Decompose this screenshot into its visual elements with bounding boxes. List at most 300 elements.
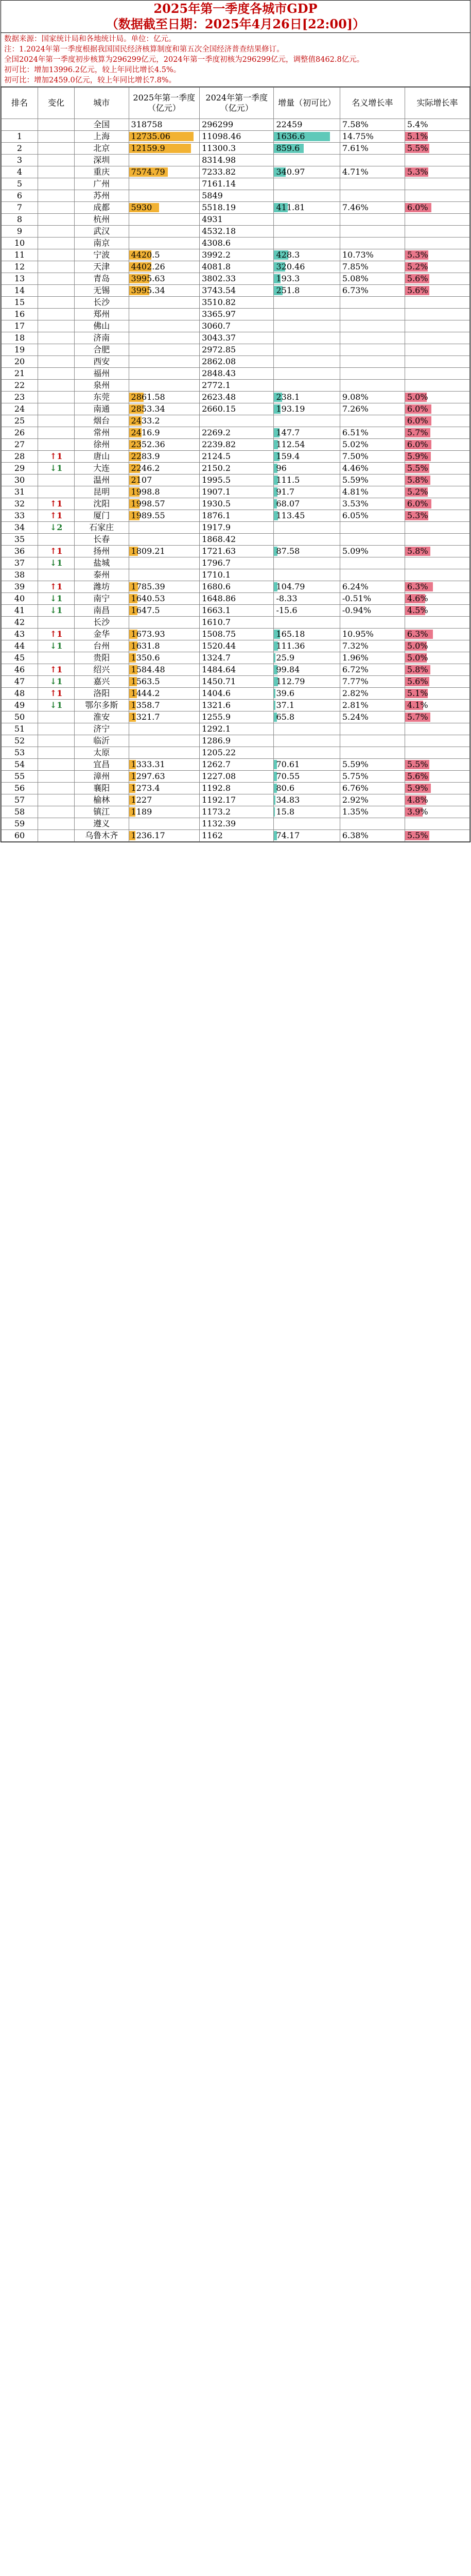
cell-city — [75, 783, 129, 794]
table-row — [2, 285, 470, 297]
cell-rank — [2, 510, 38, 522]
cell-city — [75, 474, 129, 486]
cell-nominal-text: 5.02% — [342, 439, 369, 449]
cell-gdp2025 — [129, 131, 200, 143]
cell-change — [38, 155, 75, 166]
cell-increase — [274, 522, 340, 534]
total-rank — [2, 119, 38, 131]
cell-gdp2025 — [129, 403, 200, 415]
cell-change — [38, 143, 75, 155]
cell-gdp2025-text: 1989.55 — [131, 511, 165, 520]
cell-increase — [274, 629, 340, 640]
cell-gdp2025 — [129, 546, 200, 557]
table-row — [2, 783, 470, 794]
cell-city-text: 宁波 — [93, 250, 110, 260]
cell-nominal-text: 6.38% — [342, 831, 369, 840]
col-header-rank: 排名 — [2, 88, 38, 119]
cell-rank-text: 48 — [14, 688, 25, 698]
cell-gdp2025 — [129, 226, 200, 238]
cell-increase — [274, 427, 340, 439]
note-line: 初可比：增加2459.0亿元，较上年同比增长7.8%。 — [4, 76, 177, 84]
cell-nominal-text: 2.92% — [342, 795, 369, 805]
cell-rank — [2, 605, 38, 617]
cell-gdp2025 — [129, 238, 200, 249]
cell-nominal — [340, 700, 405, 711]
cell-real — [405, 249, 469, 261]
cell-gdp2024-text: 2623.48 — [202, 392, 236, 402]
cell-city — [75, 356, 129, 368]
cell-gdp2025 — [129, 474, 200, 486]
cell-rank-text: 58 — [14, 807, 25, 817]
cell-gdp2025 — [129, 581, 200, 593]
cell-gdp2024 — [200, 510, 274, 522]
cell-change — [38, 700, 75, 711]
cell-gdp2024-text: 1876.1 — [202, 511, 231, 520]
cell-change-text: ↑1 — [49, 629, 63, 639]
cell-change — [38, 711, 75, 723]
cell-nominal-text: -0.51% — [342, 594, 372, 603]
cell-rank — [2, 392, 38, 403]
cell-gdp2024 — [200, 569, 274, 581]
cell-rank-text: 52 — [14, 736, 25, 745]
cell-increase-text: 147.7 — [276, 428, 300, 437]
cell-change-text: ↑1 — [49, 665, 63, 674]
cell-real — [405, 332, 469, 344]
cell-increase — [274, 249, 340, 261]
cell-gdp2025 — [129, 723, 200, 735]
cell-nominal — [340, 155, 405, 166]
cell-gdp2025 — [129, 700, 200, 711]
cell-rank-text: 4 — [16, 167, 23, 177]
cell-real-text: 4.5% — [407, 605, 428, 615]
cell-nominal — [340, 569, 405, 581]
cell-gdp2024 — [200, 190, 274, 202]
cell-gdp2024-text: 1721.63 — [202, 546, 236, 556]
cell-nominal-text: 6.73% — [342, 285, 369, 295]
cell-gdp2024-text: 1192.8 — [202, 783, 231, 793]
cell-rank-text: 1 — [16, 131, 23, 141]
cell-real — [405, 143, 469, 155]
cell-change — [38, 652, 75, 664]
cell-increase-text: 65.8 — [276, 712, 295, 722]
cell-gdp2025 — [129, 190, 200, 202]
cell-nominal — [340, 652, 405, 664]
cell-nominal — [340, 332, 405, 344]
cell-change — [38, 285, 75, 297]
cell-city — [75, 747, 129, 759]
cell-real-text: 6.0% — [407, 202, 428, 212]
cell-increase-text: 99.84 — [276, 665, 300, 674]
cell-gdp2025-text: 1998.57 — [131, 499, 165, 509]
cell-nominal — [340, 380, 405, 392]
cell-increase — [274, 155, 340, 166]
cell-gdp2024 — [200, 155, 274, 166]
cell-increase-text: 859.6 — [276, 143, 300, 153]
cell-gdp2025-text: 4420.5 — [131, 250, 160, 260]
cell-rank-text: 13 — [14, 274, 25, 283]
cell-city-text: 长沙 — [93, 297, 110, 307]
cell-real — [405, 344, 469, 356]
cell-gdp2025-text: 2853.34 — [131, 404, 165, 414]
value-fill-bar — [274, 795, 275, 805]
table-row — [2, 249, 470, 261]
cell-rank — [2, 498, 38, 510]
cell-gdp2025-text: 1563.5 — [131, 676, 160, 686]
cell-city — [75, 688, 129, 700]
cell-increase — [274, 273, 340, 285]
cell-increase — [274, 178, 340, 190]
cell-nominal — [340, 581, 405, 593]
cell-change — [38, 486, 75, 498]
cell-city — [75, 380, 129, 392]
cell-increase — [274, 676, 340, 688]
cell-nominal — [340, 522, 405, 534]
cell-increase-text: 320.46 — [276, 262, 305, 272]
cell-rank — [2, 723, 38, 735]
cell-change — [38, 273, 75, 285]
cell-rank-text: 25 — [14, 416, 25, 426]
cell-city — [75, 546, 129, 557]
col-header-gdp2024: 2024年第一季度（亿元） — [200, 88, 274, 119]
table-row — [2, 700, 470, 711]
cell-city — [75, 723, 129, 735]
cell-nominal — [340, 830, 405, 842]
cell-city — [75, 676, 129, 688]
cell-rank-text: 39 — [14, 582, 25, 591]
cell-gdp2024 — [200, 593, 274, 605]
table-row — [2, 155, 470, 166]
cell-gdp2025-text: 4402.26 — [131, 262, 165, 272]
cell-city — [75, 640, 129, 652]
table-row — [2, 605, 470, 617]
cell-increase — [274, 214, 340, 226]
table-row — [2, 794, 470, 806]
cell-city-text: 榆林 — [93, 795, 110, 805]
cell-real — [405, 439, 469, 451]
cell-city-text: 台州 — [93, 641, 110, 651]
cell-gdp2024 — [200, 368, 274, 380]
table-row — [2, 557, 470, 569]
cell-city-text: 深圳 — [93, 155, 110, 165]
table-row — [2, 806, 470, 818]
cell-city-text: 泉州 — [93, 380, 110, 390]
cell-nominal-text: 6.51% — [342, 428, 369, 437]
cell-real-text: 5.5% — [407, 831, 428, 840]
cell-nominal — [340, 320, 405, 332]
cell-gdp2024 — [200, 249, 274, 261]
cell-rank-text: 38 — [14, 570, 25, 580]
cell-increase-text: 34.83 — [276, 795, 300, 805]
cell-city-text: 太原 — [93, 748, 110, 757]
cell-city-text: 襄阳 — [93, 783, 110, 793]
cell-rank — [2, 332, 38, 344]
cell-nominal-text: 5.59% — [342, 759, 369, 769]
table-row — [2, 546, 470, 557]
table-row — [2, 629, 470, 640]
table-row — [2, 178, 470, 190]
cell-nominal-text: 4.71% — [342, 167, 369, 177]
cell-change — [38, 131, 75, 143]
cell-increase — [274, 534, 340, 546]
cell-change-text: ↓1 — [49, 641, 63, 651]
cell-city-text: 温州 — [93, 475, 110, 485]
cell-nominal-text: 6.72% — [342, 665, 369, 674]
table-row — [2, 451, 470, 463]
col-header-increase: 增量（初可比） — [274, 88, 340, 119]
cell-gdp2025 — [129, 629, 200, 640]
cell-change-text: ↓1 — [49, 594, 63, 603]
cell-real-text: 5.6% — [407, 285, 428, 295]
cell-gdp2025-text: 7574.79 — [131, 167, 165, 177]
cell-gdp2024-text: 8314.98 — [202, 155, 236, 165]
cell-city-text: 镇江 — [93, 807, 110, 817]
cell-rank-text: 22 — [14, 380, 25, 390]
cell-gdp2025 — [129, 818, 200, 830]
table-row — [2, 676, 470, 688]
cell-gdp2024-text: 4308.6 — [202, 238, 231, 248]
cell-real — [405, 238, 469, 249]
cell-change — [38, 510, 75, 522]
cell-increase-text: 428.3 — [276, 250, 300, 260]
cell-rank-text: 57 — [14, 795, 25, 805]
cell-city-text: 沈阳 — [93, 499, 110, 509]
table-row — [2, 498, 470, 510]
cell-gdp2025 — [129, 664, 200, 676]
cell-gdp2025-text: 12735.06 — [131, 131, 170, 141]
cell-gdp2025-text: 2352.36 — [131, 439, 165, 449]
cell-real — [405, 285, 469, 297]
cell-real-text: 4.6% — [407, 594, 428, 603]
cell-gdp2024 — [200, 415, 274, 427]
cell-increase — [274, 806, 340, 818]
cell-real — [405, 771, 469, 783]
table-row — [2, 664, 470, 676]
cell-increase — [274, 439, 340, 451]
cell-rank — [2, 783, 38, 794]
cell-gdp2025 — [129, 356, 200, 368]
cell-nominal — [340, 711, 405, 723]
cell-gdp2024-text: 1286.9 — [202, 736, 231, 745]
cell-change-text: ↓1 — [49, 676, 63, 686]
cell-city-text: 济南 — [93, 333, 110, 343]
cell-increase — [274, 818, 340, 830]
cell-change — [38, 498, 75, 510]
cell-rank — [2, 676, 38, 688]
cell-gdp2025 — [129, 806, 200, 818]
cell-gdp2024-text: 1520.44 — [202, 641, 236, 651]
cell-rank — [2, 249, 38, 261]
cell-gdp2024 — [200, 771, 274, 783]
cell-city-text: 北京 — [93, 143, 110, 153]
cell-change — [38, 320, 75, 332]
cell-nominal-text: 6.05% — [342, 511, 369, 520]
cell-rank-text: 31 — [14, 487, 25, 497]
cell-rank-text: 11 — [14, 250, 25, 260]
cell-city — [75, 155, 129, 166]
cell-gdp2025-text: 1350.6 — [131, 653, 160, 663]
cell-rank — [2, 546, 38, 557]
table-row — [2, 226, 470, 238]
cell-real-text: 5.9% — [407, 451, 428, 461]
cell-rank — [2, 806, 38, 818]
cell-gdp2025 — [129, 344, 200, 356]
cell-gdp2025-text: 1584.48 — [131, 665, 165, 674]
cell-city — [75, 320, 129, 332]
cell-gdp2024-text: 3043.37 — [202, 333, 236, 343]
cell-gdp2025 — [129, 155, 200, 166]
cell-gdp2025-text: 1333.31 — [131, 759, 165, 769]
cell-gdp2025 — [129, 557, 200, 569]
cell-change — [38, 581, 75, 593]
cell-rank — [2, 415, 38, 427]
cell-city-text: 贵阳 — [93, 653, 110, 663]
cell-gdp2024-text: 3992.2 — [202, 250, 231, 260]
cell-gdp2025 — [129, 593, 200, 605]
table-row — [2, 569, 470, 581]
cell-increase — [274, 332, 340, 344]
cell-gdp2025-text: 12159.9 — [131, 143, 165, 153]
cell-change — [38, 463, 75, 474]
cell-gdp2025 — [129, 320, 200, 332]
cell-real-text: 5.8% — [407, 475, 428, 485]
gdp-table — [1, 87, 470, 842]
cell-real — [405, 629, 469, 640]
cell-nominal — [340, 439, 405, 451]
table-row — [2, 711, 470, 723]
cell-change — [38, 332, 75, 344]
cell-change — [38, 688, 75, 700]
table-row — [2, 131, 470, 143]
cell-change-text: ↓2 — [49, 522, 63, 532]
cell-change — [38, 794, 75, 806]
cell-city — [75, 143, 129, 155]
cell-city-text: 漳州 — [93, 771, 110, 781]
table-row — [2, 593, 470, 605]
cell-gdp2024-text: 11300.3 — [202, 143, 236, 153]
cell-gdp2024-text: 1192.17 — [202, 795, 236, 805]
cell-real-text: 5.6% — [407, 771, 428, 781]
cell-gdp2024 — [200, 166, 274, 178]
cell-city — [75, 226, 129, 238]
cell-nominal — [340, 498, 405, 510]
cell-gdp2024-text: 1262.7 — [202, 759, 231, 769]
cell-nominal-text: -0.94% — [342, 605, 372, 615]
cell-rank — [2, 711, 38, 723]
cell-increase — [274, 238, 340, 249]
cell-increase-text: 70.61 — [276, 759, 300, 769]
cell-real-text: 3.9% — [407, 807, 428, 817]
cell-change — [38, 261, 75, 273]
cell-gdp2025 — [129, 652, 200, 664]
cell-gdp2024-text: 2862.08 — [202, 357, 236, 366]
cell-nominal-text: 2.81% — [342, 700, 369, 710]
cell-gdp2025 — [129, 451, 200, 463]
cell-nominal — [340, 415, 405, 427]
cell-gdp2024 — [200, 261, 274, 273]
cell-city — [75, 629, 129, 640]
table-row — [2, 332, 470, 344]
table-row — [2, 261, 470, 273]
cell-gdp2025 — [129, 794, 200, 806]
cell-change — [38, 534, 75, 546]
cell-increase — [274, 664, 340, 676]
cell-gdp2025-text: 1297.63 — [131, 771, 165, 781]
note-line: 数据来源：国家统计局和各地统计局。单位：亿元。 — [4, 35, 176, 43]
cell-nominal-text: 3.53% — [342, 499, 369, 509]
cell-nominal — [340, 593, 405, 605]
cell-real — [405, 498, 469, 510]
cell-gdp2025-text: 2861.58 — [131, 392, 165, 402]
cell-nominal — [340, 143, 405, 155]
table-row — [2, 830, 470, 842]
cell-rank-text: 33 — [14, 511, 25, 520]
cell-increase-text: 37.1 — [276, 700, 295, 710]
cell-city-text: 天津 — [93, 262, 110, 272]
cell-nominal-text: 1.96% — [342, 653, 369, 663]
cell-rank-text: 56 — [14, 783, 25, 793]
cell-change — [38, 297, 75, 309]
cell-change — [38, 546, 75, 557]
cell-change — [38, 771, 75, 783]
cell-nominal-text: 7.50% — [342, 451, 369, 461]
cell-gdp2024-text: 1648.86 — [202, 594, 236, 603]
table-row — [2, 617, 470, 629]
table-row — [2, 640, 470, 652]
cell-nominal — [340, 249, 405, 261]
cell-change — [38, 629, 75, 640]
cell-gdp2024-text: 1255.9 — [202, 712, 231, 722]
cell-gdp2025 — [129, 510, 200, 522]
cell-change — [38, 356, 75, 368]
total-gdp2025: 318758 — [129, 119, 200, 131]
cell-rank — [2, 131, 38, 143]
cell-city-text: 淮安 — [93, 712, 110, 722]
cell-real — [405, 510, 469, 522]
cell-city — [75, 593, 129, 605]
cell-rank — [2, 474, 38, 486]
cell-rank-text: 53 — [14, 748, 25, 757]
value-fill-bar — [274, 689, 275, 698]
cell-nominal — [340, 403, 405, 415]
cell-gdp2024-text: 1227.08 — [202, 771, 236, 781]
cell-rank — [2, 356, 38, 368]
cell-increase — [274, 368, 340, 380]
cell-real — [405, 392, 469, 403]
cell-gdp2024 — [200, 546, 274, 557]
cell-real — [405, 593, 469, 605]
cell-increase — [274, 593, 340, 605]
gdp-ranking-sheet — [1, 0, 470, 842]
cell-change — [38, 392, 75, 403]
cell-gdp2024-text: 1321.6 — [202, 700, 231, 710]
table-row — [2, 688, 470, 700]
cell-real — [405, 783, 469, 794]
cell-city-text: 洛阳 — [93, 688, 110, 698]
cell-real — [405, 818, 469, 830]
total-real: 5.4% — [405, 119, 469, 131]
cell-city — [75, 664, 129, 676]
cell-nominal — [340, 747, 405, 759]
cell-rank-text: 28 — [14, 451, 25, 461]
cell-gdp2024 — [200, 723, 274, 735]
cell-gdp2025 — [129, 332, 200, 344]
cell-increase — [274, 830, 340, 842]
cell-increase-text: 68.07 — [276, 499, 300, 509]
cell-increase — [274, 700, 340, 711]
cell-gdp2025 — [129, 143, 200, 155]
cell-gdp2024-text: 1173.2 — [202, 807, 231, 817]
cell-increase — [274, 190, 340, 202]
